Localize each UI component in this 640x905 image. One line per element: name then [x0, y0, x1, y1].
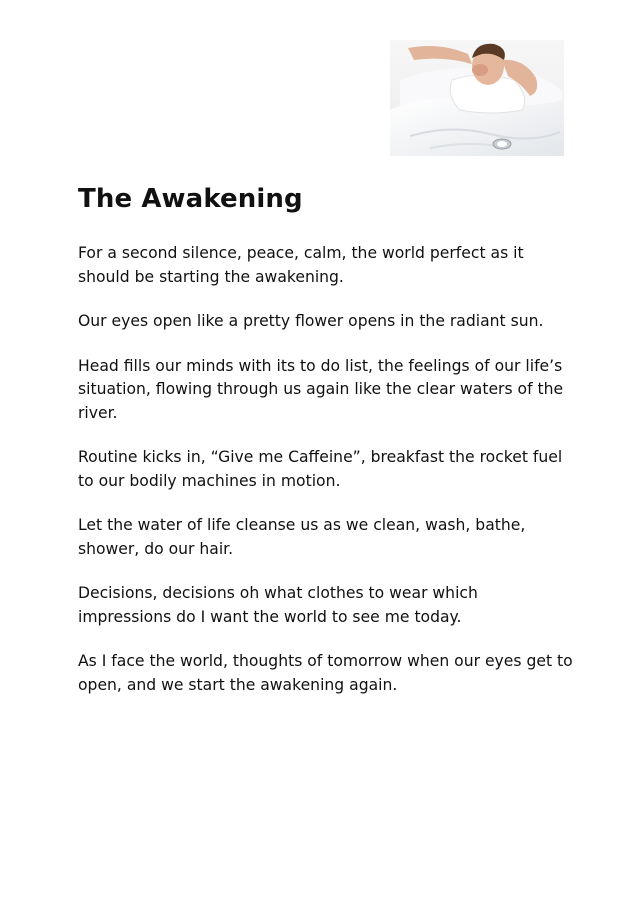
stanza-3: Head fills our minds with its to do list, the feelings of our life’s situation, flowing through us again like the clear waters of the river.	[78, 356, 564, 422]
stanza-5: Let the water of life cleanse us as we clean, wash, bathe, shower, do our hair.	[78, 516, 526, 558]
stanza-6: Decisions, decisions oh what clothes to wear which impressions do I want the world to see me today.	[78, 584, 478, 626]
poem-body	[78, 242, 573, 718]
stanza-4: Routine kicks in, “Give me Caffeine”, breakfast the rocket fuel to our bodily machines in motion.	[78, 448, 563, 490]
stanza-1: For a second silence, peace, calm, the world perfect as it should be starting the awakening.	[78, 244, 524, 286]
stanza-7: As I face the world, thoughts of tomorrow when our eyes get to open, and we start the awakening again.	[78, 652, 573, 694]
man-waking-in-bed-photo	[390, 40, 564, 156]
document-title: The Awakening	[78, 184, 303, 214]
stanza-2: Our eyes open like a pretty flower opens in the radiant sun.	[78, 312, 544, 330]
